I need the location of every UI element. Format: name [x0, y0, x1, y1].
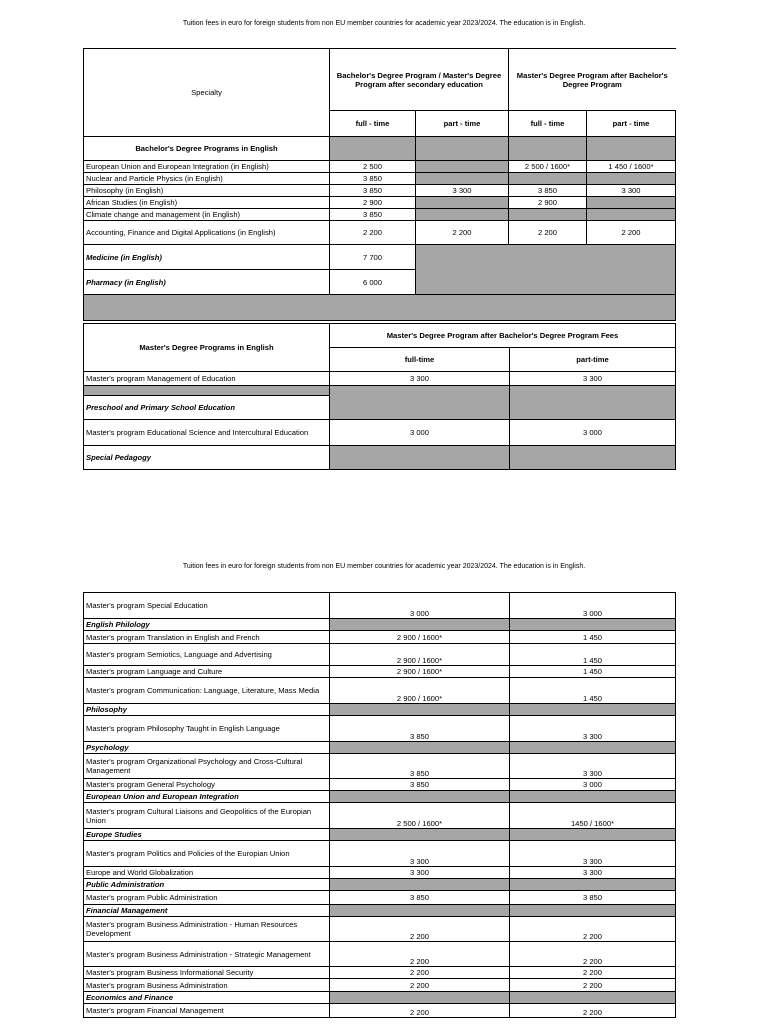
bottom-caption: Tuition fees in euro for foreign students from non EU member countries for academic year 2023/2024. The education is in English.	[182, 563, 586, 570]
table-row	[84, 754, 676, 779]
fee-value: 3 300	[510, 754, 676, 779]
program-name: European Union and European Integration (in English)	[84, 161, 330, 173]
fee-value: 2 200	[509, 221, 587, 245]
fee-value: 3 000	[510, 593, 676, 619]
category-label: Public Administration	[84, 879, 330, 891]
table-row	[84, 942, 676, 967]
fee-value: 2 200	[510, 917, 676, 942]
bachelor-group-header: Bachelor's Degree Program / Master's Degree Program after secondary education	[330, 49, 509, 111]
table-row	[84, 185, 676, 197]
program-name: Accounting, Finance and Digital Applications (in English)	[84, 221, 330, 245]
program-name: Nuclear and Particle Physics (in English)	[84, 173, 330, 185]
fee-value: 3 850	[330, 891, 510, 905]
table-row	[84, 666, 676, 678]
table-row	[84, 446, 676, 470]
table-row	[84, 779, 676, 791]
program-name: Master's program Translation in English and French	[84, 631, 330, 644]
specialty-header: Specialty	[84, 49, 330, 137]
category-label: Philosophy	[84, 704, 330, 716]
program-name: Master's program Business Administration - Human Resources Development	[84, 917, 330, 942]
table-row	[84, 593, 676, 619]
program-name: Climate change and management (in English)	[84, 209, 330, 221]
fee-value: 2 900	[509, 197, 587, 209]
table-row	[84, 917, 676, 942]
table-row	[84, 245, 676, 270]
fee-value: 3 850	[330, 185, 416, 197]
fee-value: 7 700	[330, 245, 416, 270]
program-name: Master's program Special Education	[84, 593, 330, 619]
category-label: Psychology	[84, 742, 330, 754]
table-row	[84, 161, 676, 173]
fee-value: 2 200	[330, 942, 510, 967]
master-section-header: Master's Degree Programs in English	[84, 324, 330, 372]
table-row	[84, 678, 676, 704]
fee-value: 3 300	[510, 841, 676, 867]
fee-value: 3 300	[510, 716, 676, 742]
fee-value: 2 900 / 1600*	[330, 678, 510, 704]
fee-value: 2 200	[510, 979, 676, 992]
bachelor-section-header: Bachelor's Degree Programs in English	[84, 137, 330, 161]
fee-value: 3 850	[510, 891, 676, 905]
master-fees-header: Master's Degree Program after Bachelor's Degree Program Fees	[330, 324, 676, 348]
fee-value: 2 500 / 1600*	[330, 803, 510, 829]
fee-value: 2 200	[330, 221, 416, 245]
table-row	[84, 372, 676, 386]
program-name: Master's program Semiotics, Language and Advertising	[84, 644, 330, 666]
fee-value: 3 850	[330, 754, 510, 779]
fee-value: 3 300	[330, 841, 510, 867]
bachelor-part-time-header: part - time	[416, 111, 509, 137]
fee-value: 3 850	[330, 716, 510, 742]
category-label: Financial Management	[84, 905, 330, 917]
table-row	[84, 221, 676, 245]
top-caption: Tuition fees in euro for foreign students from non EU member countries for academic year 2023/2024. The education is in English.	[182, 20, 586, 27]
category-label: European Union and European Integration	[84, 791, 330, 803]
program-name: Europe and World Globalization	[84, 867, 330, 879]
program-name: Master's program General Psychology	[84, 779, 330, 791]
fee-value: 2 900	[330, 197, 416, 209]
fee-value: 2 200	[510, 967, 676, 979]
category-label: Preschool and Primary School Education	[84, 396, 330, 420]
fee-value: 3 300	[416, 185, 509, 197]
fee-value: 6 000	[330, 270, 416, 295]
master-full-time-header: full - time	[509, 111, 587, 137]
fee-value: 3 850	[330, 173, 416, 185]
program-name: Master's program Business Informational Security	[84, 967, 330, 979]
full-time-header: full-time	[330, 348, 510, 372]
fee-value: 1 450	[510, 666, 676, 678]
program-name: African Studies (in English)	[84, 197, 330, 209]
pharmacy-label: Pharmacy (in English)	[84, 270, 330, 295]
table-row	[84, 1004, 676, 1018]
category-label: Special Pedagogy	[84, 446, 330, 470]
fee-value: 2 900 / 1600*	[330, 644, 510, 666]
program-name: Master's program Philosophy Taught in English Language	[84, 716, 330, 742]
fee-value: 2 200	[510, 1004, 676, 1018]
program-name: Master's program Management of Education	[84, 372, 330, 386]
master-fees-table	[83, 323, 676, 470]
fee-value: 3 300	[330, 867, 510, 879]
program-name: Master's program Organizational Psychology and Cross-Cultural Management	[84, 754, 330, 779]
table-row	[84, 173, 676, 185]
fee-value: 2 200	[330, 917, 510, 942]
fee-value: 2 200	[330, 967, 510, 979]
program-name: Master's program Cultural Liaisons and Geopolitics of the Europian Union	[84, 803, 330, 829]
program-name: Master's program Communication: Language, Literature, Mass Media	[84, 678, 330, 704]
table-row	[84, 197, 676, 209]
fee-value: 2 200	[416, 221, 509, 245]
fee-value: 2 900 / 1600*	[330, 666, 510, 678]
table-row	[84, 841, 676, 867]
program-name: Master's program Business Administration - Strategic Management	[84, 942, 330, 967]
program-name: Master's program Public Administration	[84, 891, 330, 905]
part-time-header: part-time	[510, 348, 676, 372]
fee-value: 3 000	[330, 593, 510, 619]
fee-value: 3 300	[510, 867, 676, 879]
fee-value: 3 850	[330, 209, 416, 221]
table-row	[84, 803, 676, 829]
program-name: Master's program Language and Culture	[84, 666, 330, 678]
fee-value: 1450 / 1600*	[510, 803, 676, 829]
table-row	[84, 967, 676, 979]
fee-value: 1 450 / 1600*	[587, 161, 676, 173]
fee-value: 3 300	[330, 372, 510, 386]
table-row	[84, 420, 676, 446]
table-row	[84, 631, 676, 644]
fee-value: 3 300	[510, 372, 676, 386]
category-label: Europe Studies	[84, 829, 330, 841]
fee-value: 1 450	[510, 631, 676, 644]
program-name: Master's program Financial Management	[84, 1004, 330, 1018]
fee-value: 2 200	[510, 942, 676, 967]
program-name: Philosophy (in English)	[84, 185, 330, 197]
master-programs-table	[83, 592, 676, 1018]
table-row	[84, 891, 676, 905]
fee-value: 3 850	[330, 779, 510, 791]
category-label: English Philology	[84, 619, 330, 631]
master-part-time-header: part - time	[587, 111, 676, 137]
table-row	[84, 209, 676, 221]
medicine-label: Medicine (in English)	[84, 245, 330, 270]
fee-value: 2 200	[330, 979, 510, 992]
fee-value: 1 450	[510, 678, 676, 704]
fee-value: 3 000	[330, 420, 510, 446]
fee-value: 2 900 / 1600*	[330, 631, 510, 644]
fee-value: 1 450	[510, 644, 676, 666]
fee-value: 3 000	[510, 420, 676, 446]
fee-value: 2 200	[587, 221, 676, 245]
fee-value: 2 500	[330, 161, 416, 173]
fee-value: 2 200	[330, 1004, 510, 1018]
table-row	[84, 716, 676, 742]
fee-value: 3 850	[509, 185, 587, 197]
fee-value: 3 300	[587, 185, 676, 197]
program-name: Master's program Educational Science and Intercultural Education	[84, 420, 330, 446]
fee-value: 3 000	[510, 779, 676, 791]
bachelor-fees-table	[83, 48, 676, 321]
table-row	[84, 979, 676, 992]
program-name: Master's program Politics and Policies of the Europian Union	[84, 841, 330, 867]
program-name: Master's program Business Administration	[84, 979, 330, 992]
table-row	[84, 867, 676, 879]
master-group-header: Master's Degree Program after Bachelor's Degree Program	[509, 49, 676, 111]
fee-value: 2 500 / 1600*	[509, 161, 587, 173]
bachelor-full-time-header: full - time	[330, 111, 416, 137]
table-row	[84, 644, 676, 666]
category-label: Economics and Finance	[84, 992, 330, 1004]
